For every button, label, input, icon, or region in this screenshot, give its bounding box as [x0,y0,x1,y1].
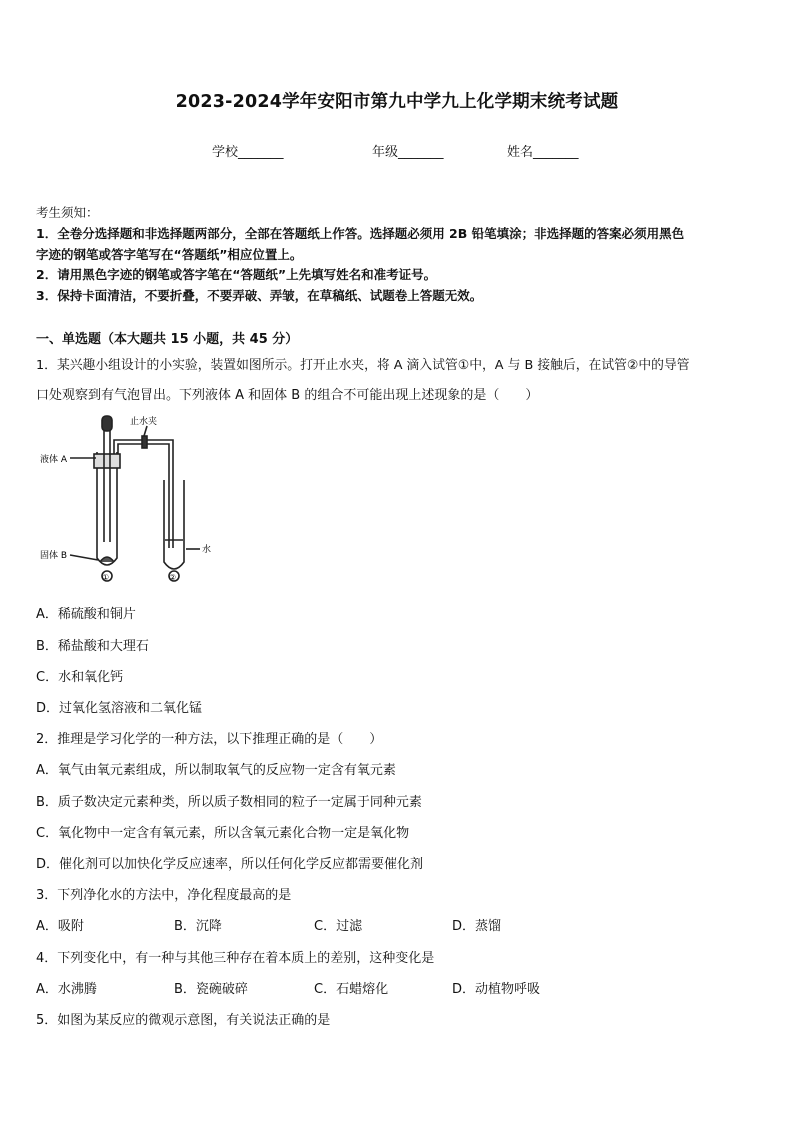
tube1-label: ① [102,573,110,582]
grade-field: 年级_______ [372,145,444,160]
q4-option-a: A．水沸腾 [36,982,97,997]
q1-option-b: B．稀盐酸和大理石 [36,639,149,654]
q1-option-d: D．过氧化氢溶液和二氧化锰 [36,701,203,716]
notice-heading: 考生须知： [36,205,99,220]
name-field: 姓名_______ [507,145,579,160]
school-field: 学校_______ [212,145,284,160]
q3-option-d: D．蒸馏 [452,919,502,934]
q1-stem-line1: 1．某兴趣小组设计的小实验，装置如图所示。打开止水夹，将 A 滴入试管①中，A 与 B 接触后，在试管②中的导管 [36,358,690,373]
q2-option-b: B．质子数决定元素种类，所以质子数相同的粒子一定属于同种元素 [36,795,422,810]
q3-options [36,915,776,933]
section-heading: 一、单选题（本大题共 15 小题，共 45 分） [36,332,299,347]
q3-option-a: A．吸附 [36,919,84,934]
notice-item-1-cont: 字迹的钢笔或答字笔写在“答题纸”相应位置上。 [36,247,303,262]
tube2-label: ② [169,573,177,582]
notice-item-3: 3．保持卡面清洁，不要折叠，不要弄破、弄皱，在草稿纸、试题卷上答题无效。 [36,288,483,303]
q3-option-b: B．沉降 [174,919,222,934]
q1-option-c: C．水和氧化钙 [36,670,124,685]
clip-label: 止水夹 [130,417,158,427]
exam-title: 2023-2024学年安阳市第九中学九上化学期末统考试题 [175,92,619,112]
q2-option-a: A．氧气由氧元素组成，所以制取氧气的反应物一定含有氧元素 [36,763,396,778]
notice-item-1: 1．全卷分选择题和非选择题两部分，全部在答题纸上作答。选择题必须用 2B 铅笔填涂；非选择题的答案必须用黑色 [36,226,685,241]
q1-stem-line2: 口处观察到有气泡冒出。下列液体 A 和固体 B 的组合不可能出现上述现象的是（ ） [36,388,539,403]
q4-options [36,978,776,996]
q5-stem: 5．如图为某反应的微观示意图，有关说法正确的是 [36,1013,331,1028]
q2-option-d: D．催化剂可以加快化学反应速率，所以任何化学反应都需要催化剂 [36,857,424,872]
liquid-a-label: 液体 A [40,455,68,465]
water-label: 水 [202,545,212,555]
notice-item-2: 2．请用黑色字迹的钢笔或答字笔在“答题纸”上先填写姓名和准考证号。 [36,267,437,282]
q1-apparatus-figure [40,412,230,588]
q4-option-d: D．动植物呼吸 [452,982,541,997]
q1-option-a: A．稀硫酸和铜片 [36,607,136,622]
q3-stem: 3．下列净化水的方法中，净化程度最高的是 [36,888,292,903]
q2-stem: 2．推理是学习化学的一种方法，以下推理正确的是（ ） [36,732,383,747]
q2-option-c: C．氧化物中一定含有氧元素，所以含氧元素化合物一定是氧化物 [36,826,410,841]
q3-option-c: C．过滤 [314,919,363,934]
q4-option-b: B．瓷碗破碎 [174,982,248,997]
q4-stem: 4．下列变化中，有一种与其他三种存在着本质上的差别，这种变化是 [36,951,435,966]
q4-option-c: C．石蜡熔化 [314,982,389,997]
solid-b-label: 固体 B [40,551,68,561]
